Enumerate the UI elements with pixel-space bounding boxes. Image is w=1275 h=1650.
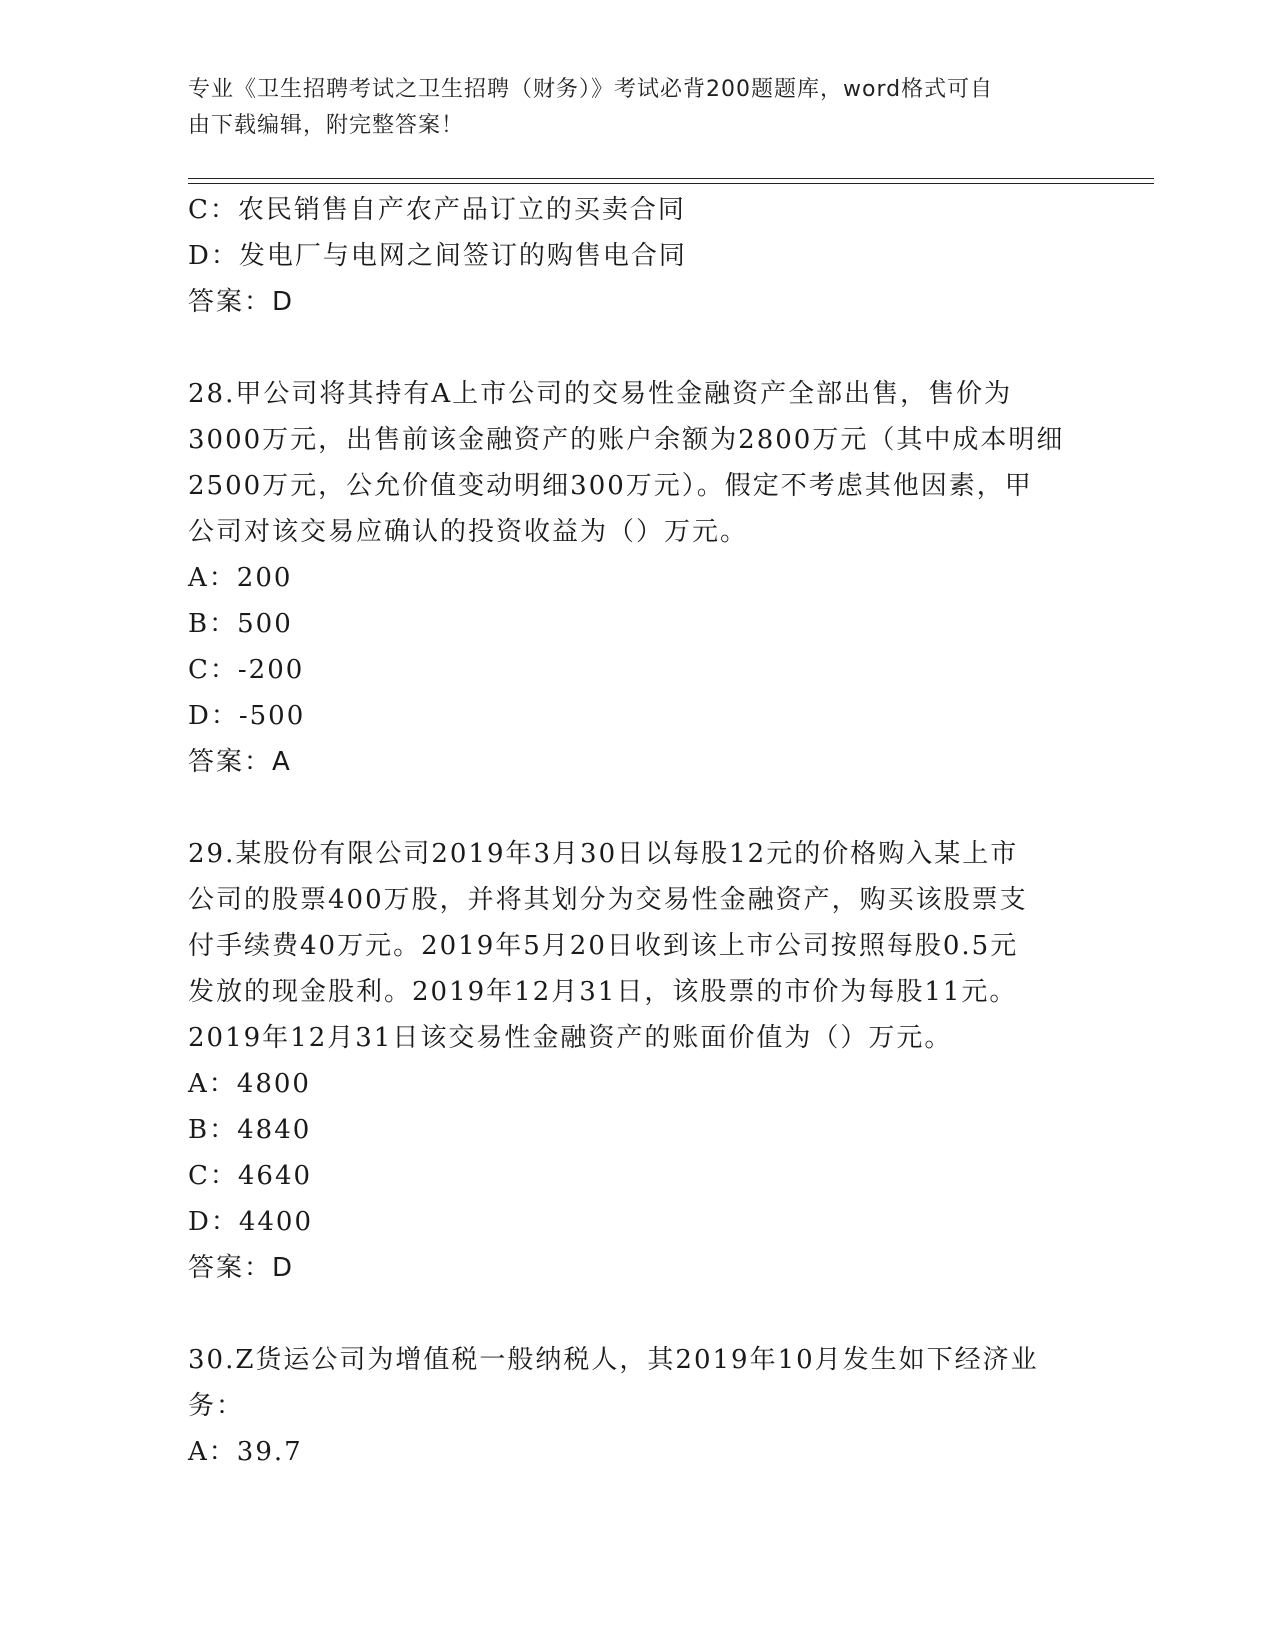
- document-header: [188, 72, 1088, 144]
- option-c: C：4640: [188, 1161, 313, 1191]
- header-line-1: 专业《卫生招聘考试之卫生招聘（财务）》考试必背200题题库，word格式可自: [188, 77, 994, 102]
- answer-line: 答案：D: [188, 1253, 295, 1283]
- spacer: [188, 1291, 1088, 1337]
- question-27-tail: [188, 187, 1088, 325]
- question-text-line: 付手续费40万元。2019年5月20日收到该上市公司按照每股0.5元: [188, 931, 1019, 961]
- option-d: D：4400: [188, 1207, 314, 1237]
- question-text-line: 2019年12月31日该交易性金融资产的账面价值为（）万元。: [188, 1023, 953, 1053]
- question-28: [188, 371, 1088, 785]
- option-b: B：500: [188, 609, 293, 639]
- answer-line: 答案：D: [188, 287, 295, 317]
- option-c: C：-200: [188, 655, 305, 685]
- question-text-line: 公司对该交易应确认的投资收益为（）万元。: [188, 517, 749, 547]
- question-text-line: 务：: [188, 1391, 245, 1421]
- question-text-line: 28.甲公司将其持有A上市公司的交易性金融资产全部出售，售价为: [188, 379, 1013, 409]
- document-body: [188, 187, 1088, 1475]
- question-30: [188, 1337, 1088, 1475]
- question-text-line: 发放的现金股利。2019年12月31日，该股票的市价为每股11元。: [188, 977, 1018, 1007]
- question-text-line: 公司的股票400万股，并将其划分为交易性金融资产，购买该股票支: [188, 885, 1028, 915]
- spacer: [188, 785, 1088, 831]
- option-c: C：农民销售自产农产品订立的买卖合同: [188, 195, 686, 225]
- option-a: A：4800: [188, 1069, 311, 1099]
- question-text-line: 29.某股份有限公司2019年3月30日以每股12元的价格购入某上市: [188, 839, 1019, 869]
- option-d: D：-500: [188, 701, 306, 731]
- spacer: [188, 325, 1088, 371]
- option-b: B：4840: [188, 1115, 312, 1145]
- answer-line: 答案：A: [188, 747, 292, 777]
- question-text-line: 30.Z货运公司为增值税一般纳税人，其2019年10月发生如下经济业: [188, 1345, 1039, 1375]
- question-text-line: 2500万元，公允价值变动明细300万元）。假定不考虑其他因素，甲: [188, 471, 1033, 501]
- option-a: A：200: [188, 563, 293, 593]
- question-text-line: 3000万元，出售前该金融资产的账户余额为2800万元（其中成本明细: [188, 425, 1065, 455]
- header-line-2: 由下载编辑，附完整答案！: [188, 113, 465, 138]
- question-29: [188, 831, 1088, 1291]
- header-divider: [188, 178, 1154, 184]
- option-d: D：发电厂与电网之间签订的购售电合同: [188, 241, 687, 271]
- option-a: A：39.7: [188, 1437, 303, 1467]
